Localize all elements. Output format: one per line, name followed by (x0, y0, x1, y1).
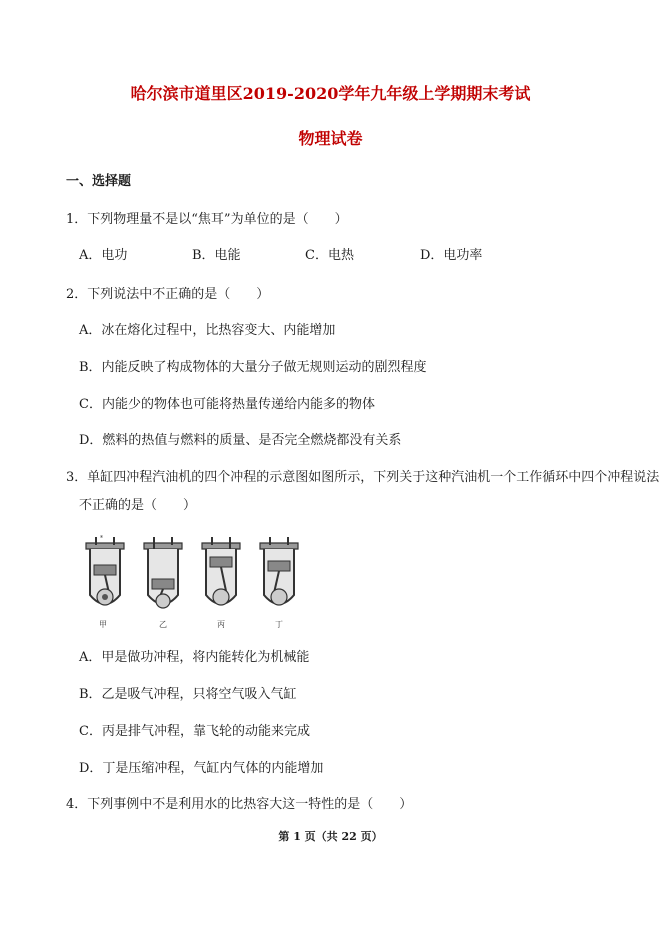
q3-option-b: B．乙是吸气冲程，只将空气吸入气缸 (79, 687, 297, 702)
q2-option-c: C．内能少的物体也可能将热量传递给内能多的物体 (79, 397, 375, 412)
q1-option-a: A．电功 (79, 248, 128, 263)
figure-label-jia: 甲 (99, 620, 107, 629)
engine-diagram-ding (260, 537, 298, 605)
engine-diagram-yi (144, 537, 182, 608)
question-3-stem-line1: 3．单缸四冲程汽油机的四个冲程的示意图如图所示，下列关于这种汽油机一个工作循环中四个冲程说法 (66, 470, 660, 485)
page-number: 第 1 页（共 22 页） (278, 830, 383, 843)
q2-option-b: B．内能反映了构成物体的大量分子做无规则运动的剧烈程度 (79, 360, 427, 375)
figure-label-ding: 丁 (275, 620, 283, 629)
question-3-stem-line2: 不正确的是（ ） (79, 498, 197, 513)
engine-strokes-figure (74, 535, 306, 629)
q2-option-d: D．燃料的热值与燃料的质量、是否完全燃烧都没有关系 (79, 433, 402, 448)
figure-label-bing: 丙 (217, 620, 225, 629)
q3-option-a: A．甲是做功冲程，将内能转化为机械能 (79, 650, 310, 665)
q1-option-d: D．电功率 (420, 248, 483, 263)
figure-label-yi: 乙 (159, 620, 167, 629)
question-2-stem: 2．下列说法中不正确的是（ ） (66, 287, 270, 302)
q2-option-a: A．冰在熔化过程中，比热容变大、内能增加 (79, 323, 336, 338)
q1-option-b: B．电能 (192, 248, 241, 263)
svg-text:*: * (100, 535, 103, 542)
q3-option-d: D．丁是压缩冲程，气缸内气体的内能增加 (79, 761, 324, 776)
q1-option-c: C．电热 (305, 248, 354, 263)
question-1-stem: 1．下列物理量不是以“焦耳”为单位的是（ ） (66, 212, 348, 227)
question-4-stem: 4．下列事例中不是利用水的比热容大这一特性的是（ ） (66, 797, 413, 812)
section-heading: 一、选择题 (66, 174, 132, 189)
engine-diagram-bing (202, 537, 240, 605)
exam-title: 哈尔滨市道里区2019-2020学年九年级上学期期末考试 (130, 84, 531, 103)
exam-subtitle: 物理试卷 (298, 129, 363, 148)
q3-option-c: C．丙是排气冲程，靠飞轮的动能来完成 (79, 724, 310, 739)
engine-diagram-jia (86, 535, 124, 605)
